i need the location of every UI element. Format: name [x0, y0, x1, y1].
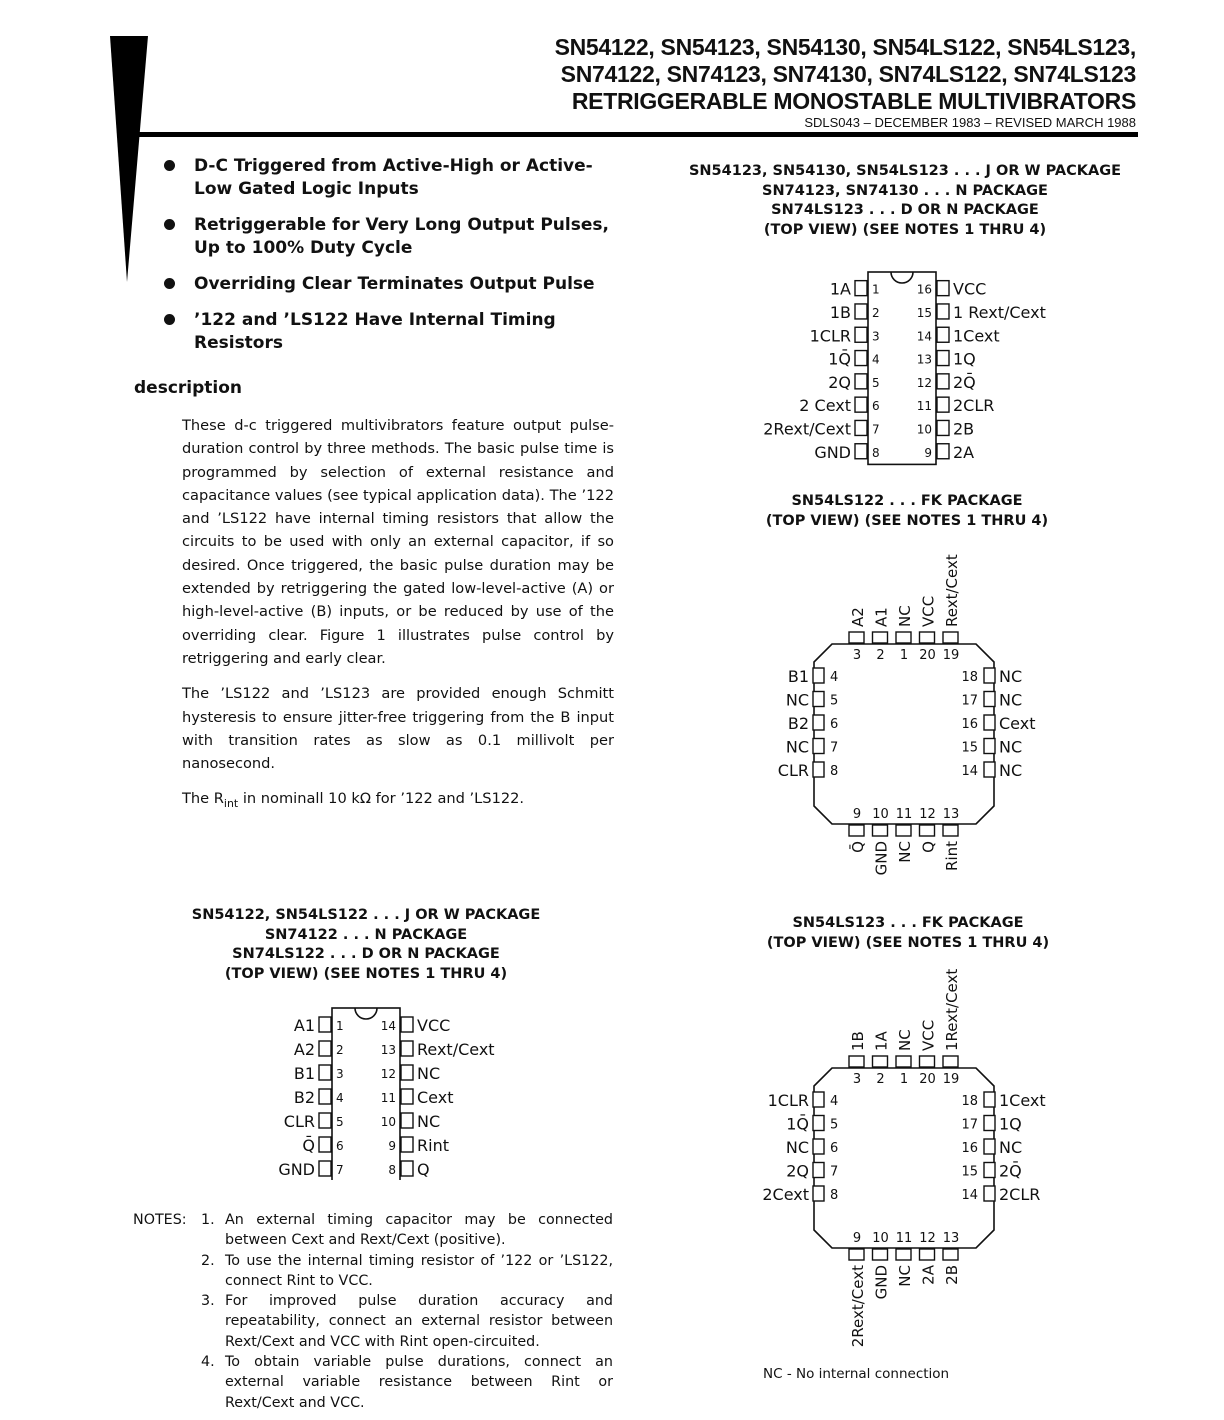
pinout-123-dip: [740, 266, 1080, 466]
pin-pad: [813, 1139, 824, 1154]
pkg-ls122-fk-caption: SN54LS122 . . . FK PACKAGE (TOP VIEW) (SEE NOTES 1 THRU 4): [765, 493, 1049, 529]
pin-number: 9: [924, 445, 932, 460]
pin-number: 2: [872, 305, 880, 320]
pin-number: 18: [961, 1094, 978, 1109]
pin-pad: [813, 692, 824, 707]
pin-pad: [855, 327, 867, 342]
pin-pad: [896, 1056, 911, 1067]
pin-number: 18: [961, 670, 978, 685]
pin-number: 1: [336, 1019, 344, 1033]
pin-label: 1Q̄: [828, 349, 851, 369]
pin-label: NC: [896, 841, 914, 863]
pin-label: 1A: [872, 1031, 891, 1051]
pin-label: NC: [785, 690, 809, 710]
pin-label: A2: [293, 1040, 315, 1059]
pin-pad: [984, 1116, 995, 1131]
pin-label: Cext: [417, 1088, 454, 1107]
pin-label: Rint: [943, 841, 961, 871]
pin-pad: [984, 1092, 995, 1107]
pin-number: 7: [830, 740, 839, 756]
pin-label: B1: [293, 1064, 315, 1083]
description-paragraph: The $R_{int}$ in nominall 10 kΩ for ’122 and ’LS122.: [182, 790, 525, 811]
pin-label: 2 Cext: [799, 396, 851, 416]
pin-pad: [984, 692, 995, 707]
pin-label: Q̄: [849, 841, 867, 853]
pin-pad: [849, 632, 864, 643]
pin-pad: [943, 1249, 958, 1260]
pin-number: 10: [916, 422, 932, 437]
pin-label: NC: [999, 690, 1023, 710]
pin-pad: [937, 420, 949, 435]
bullet-icon: [164, 314, 175, 325]
pin-label: GND: [872, 1265, 891, 1300]
pin-number: 20: [919, 648, 936, 663]
pin-label: 2A: [953, 442, 975, 462]
pin-pad: [873, 1249, 888, 1260]
document-id: SDLS043 – DECEMBER 1983 – REVISED MARCH 1988: [804, 115, 1136, 130]
pin-label: Cext: [999, 714, 1036, 733]
pin-pad: [849, 1249, 864, 1260]
pin-number: 5: [336, 1115, 344, 1129]
pin-number: 3: [852, 1072, 862, 1087]
pin-pad: [984, 715, 995, 730]
nc-footnote: NC - No internal connection: [763, 1366, 950, 1382]
pin-number: 14: [961, 1188, 978, 1203]
pin-pad: [401, 1161, 413, 1176]
pin-label: 2B: [943, 1265, 961, 1285]
pin-number: 5: [830, 693, 839, 709]
pin-label: 2Q̄: [953, 372, 976, 392]
pin-pad: [984, 739, 995, 754]
pin-pad: [873, 1056, 888, 1067]
pin-pad: [319, 1017, 331, 1032]
pin-pad: [920, 825, 935, 836]
pin-number: 14: [961, 764, 978, 779]
description-paragraph: These d-c triggered multivibrators feature output pulse-duration control by three methods. The basic pulse time is programmed by selection of external resistance and capacitance values (see typical application data). The ’122 and ’LS122 have internal timing resistors that allow the circuits to be used with only an external capacitor, if so desired. Once triggered, the basic pulse duration may be extended by retriggering the gated low-level-active (A) or high-level-active (B) inputs, or be reduced by use of the overriding clear. Figure 1 illustrates pulse control by retriggering and early clear.: [182, 417, 614, 667]
pin-pad: [849, 1056, 864, 1067]
title-line-2: SN74122, SN74123, SN74130, SN74LS122, SN74LS123: [560, 61, 1136, 87]
pin-number: 16: [916, 282, 932, 297]
title-line-3: RETRIGGERABLE MONOSTABLE MULTIVIBRATORS: [571, 88, 1136, 114]
pin-number: 6: [872, 399, 880, 414]
description-body: [182, 414, 614, 828]
pin-number: 11: [895, 807, 913, 822]
pin-number: 10: [872, 1231, 889, 1246]
pin-number: 6: [336, 1139, 344, 1153]
pin-label: NC: [785, 1138, 809, 1157]
pin-pad: [984, 668, 995, 683]
pin-label: 1CLR: [809, 326, 851, 346]
pin-number: 15: [916, 305, 932, 320]
pin-number: 11: [916, 399, 932, 414]
notes-section: [133, 1210, 613, 1413]
pin-pad: [896, 825, 911, 836]
pin-number: 15: [961, 740, 978, 756]
pin-label: VCC: [953, 279, 987, 299]
pin-number: 12: [380, 1067, 396, 1081]
pin-pad: [937, 304, 949, 319]
pin-number: 4: [830, 1094, 839, 1109]
pin-pad: [813, 1116, 824, 1131]
pin-pad: [943, 1056, 958, 1067]
pin-pad: [813, 739, 824, 754]
pin-pad: [855, 420, 867, 435]
pin-label: 1B: [849, 1031, 867, 1051]
pin-number: 1: [872, 282, 880, 297]
pin-label: 2B: [953, 419, 975, 439]
pin-pad: [855, 281, 867, 296]
pin-pad: [813, 1186, 824, 1201]
pin-number: 4: [830, 670, 839, 685]
pin-pad: [984, 1186, 995, 1201]
pin-label: Rext/Cext: [417, 1040, 495, 1059]
pin-pad: [873, 825, 888, 836]
pin-number: 8: [872, 445, 880, 460]
pin-label: NC: [999, 761, 1023, 780]
pin-number: 6: [830, 1141, 839, 1156]
pin-number: 5: [872, 375, 880, 390]
pin-pad: [920, 1056, 935, 1067]
pin-label: B2: [787, 714, 809, 733]
pin1-notch: [891, 272, 913, 283]
feature-item: Overriding Clear Terminates Output Pulse: [160, 273, 620, 296]
pkg-122-dip-caption: SN54122, SN54LS122 . . . J OR W PACKAGE SN74122 . . . N PACKAGE SN74LS122 . . . D OR N PACKAGE (TOP VIEW) (SEE NOTES 1 THRU 4): [191, 907, 541, 983]
note-item: 2. To use the internal timing resistor of ’122 or ’LS122, connect Rint to VCC.: [201, 1252, 613, 1289]
pinout-122-dip: [260, 1000, 520, 1180]
pin-pad: [319, 1089, 331, 1104]
pin-number: 8: [388, 1163, 396, 1177]
pin-number: 11: [895, 1231, 913, 1246]
pin-label: 2A: [919, 1265, 938, 1285]
pin-number: 3: [872, 329, 880, 344]
pin-label: A1: [872, 607, 891, 627]
pin-label: Q: [417, 1160, 430, 1179]
pin-label: CLR: [283, 1112, 315, 1131]
pin-label: NC: [785, 737, 809, 757]
pin-number: 19: [942, 648, 960, 663]
pin-label: 1Cext: [953, 326, 1000, 346]
pin-pad: [401, 1137, 413, 1152]
pin-label: 2Rext/Cext: [763, 419, 851, 439]
pin-pad: [855, 397, 867, 412]
pin-label: 2Rext/Cext: [849, 1265, 867, 1348]
pin-pad: [319, 1041, 331, 1056]
pin-pad: [813, 1163, 824, 1178]
pin-label: VCC: [919, 1019, 938, 1051]
pin-number: 7: [830, 1164, 839, 1180]
pin-label: 2CLR: [953, 396, 995, 416]
pin-number: 7: [872, 422, 880, 437]
pin-label: 1Q: [953, 349, 976, 369]
pin-number: 3: [336, 1067, 344, 1081]
pin-number: 4: [872, 352, 880, 367]
pin-pad: [813, 715, 824, 730]
document-title: [376, 34, 1136, 130]
pin-pad: [920, 632, 935, 643]
pin-number: 13: [916, 352, 932, 367]
pin-number: 7: [336, 1163, 344, 1177]
pin-label: Q: [919, 841, 938, 853]
pin-label: 1B: [829, 302, 851, 322]
pin-label: 1CLR: [767, 1091, 809, 1110]
pin-label: B1: [787, 667, 809, 686]
pin-number: 13: [942, 807, 960, 822]
feature-item: Retriggerable for Very Long Output Pulses, Up to 100% Duty Cycle: [160, 214, 620, 260]
pin-label: NC: [999, 737, 1023, 757]
note-item: 1. An external timing capacitor may be connected between Cext and Rext/Cext (positive).: [201, 1212, 613, 1249]
note-item: 3. For improved pulse duration accuracy and repeatability, connect an external resistor between Rext/Cext and VCC with Rint open-circuited.: [201, 1293, 613, 1350]
bullet-icon: [164, 160, 175, 171]
pin-number: 13: [380, 1043, 396, 1057]
pin-label: 1 Rext/Cext: [953, 302, 1046, 322]
pin-pad: [855, 304, 867, 319]
pin-pad: [984, 1163, 995, 1178]
pin-label: NC: [417, 1064, 441, 1083]
pin-label: GND: [872, 841, 891, 876]
header-rule: [138, 132, 1138, 137]
description-paragraph: The ’LS122 and ’LS123 are provided enough Schmitt hysteresis to ensure jitter-free triggering from the B input with transition rates as slow as 0.1 millivolt per nanosecond.: [182, 685, 614, 773]
feature-item: ’122 and ’LS122 Have Internal Timing Resistors: [160, 309, 620, 355]
pin-pad: [319, 1137, 331, 1152]
pin-number: 6: [830, 717, 839, 732]
pin-label: 2Q: [828, 372, 851, 392]
pin-number: 14: [916, 329, 932, 344]
pin-number: 17: [961, 1117, 978, 1133]
pin-number: 8: [830, 764, 839, 779]
pkg-123-dip-caption: SN54123, SN54130, SN54LS123 . . . J OR W PACKAGE SN74123, SN74130 . . . N PACKAGE SN74LS123 . . . D OR N PACKAGE (TOP VIEW) (SEE NOTES 1 THRU 4): [688, 163, 1122, 239]
pin-pad: [401, 1041, 413, 1056]
pin-label: A2: [849, 607, 867, 627]
title-line-1: SN54122, SN54123, SN54130, SN54LS122, SN54LS123,: [554, 34, 1136, 60]
pin-pad: [813, 1092, 824, 1107]
pin-label: 1Q̄: [786, 1114, 809, 1134]
pin-pad: [319, 1113, 331, 1128]
pin-pad: [319, 1065, 331, 1080]
pin-label: 1A: [829, 279, 851, 299]
pin-number: 15: [961, 1164, 978, 1180]
pin-number: 11: [380, 1091, 396, 1105]
pin-label: 2Cext: [762, 1185, 809, 1204]
pin-number: 12: [916, 375, 932, 390]
pin-number: 2: [876, 648, 885, 663]
pin-number: 12: [919, 807, 936, 822]
pin-label: 2CLR: [999, 1185, 1041, 1204]
pin-pad: [937, 374, 949, 389]
pin-pad: [896, 632, 911, 643]
pin-pad: [873, 632, 888, 643]
pin-number: 2: [336, 1043, 344, 1057]
pin-number: 1: [899, 1072, 909, 1087]
pin-pad: [401, 1089, 413, 1104]
pin-pad: [937, 351, 949, 366]
pin-label: NC: [896, 1029, 914, 1051]
pin-label: Q̄: [302, 1136, 315, 1155]
pin-pad: [937, 397, 949, 412]
pin-number: 17: [961, 693, 978, 709]
pin-pad: [943, 825, 958, 836]
pin-number: 9: [852, 1231, 862, 1246]
pin-pad: [319, 1161, 331, 1176]
pin-label: Rint: [417, 1136, 449, 1155]
pin-number: 8: [830, 1188, 839, 1203]
pin-number: 5: [830, 1117, 839, 1133]
pin-label: 1Q: [999, 1114, 1022, 1134]
pin-pad: [984, 1139, 995, 1154]
pin-label: Rext/Cext: [943, 554, 961, 627]
pin-label: VCC: [417, 1016, 451, 1035]
pin-number: 12: [919, 1231, 936, 1246]
pin-label: CLR: [777, 761, 809, 780]
pin-number: 14: [380, 1019, 396, 1033]
pin-label: NC: [896, 605, 914, 627]
pin-number: 2: [876, 1072, 885, 1087]
pin-pad: [401, 1017, 413, 1032]
pin-number: 19: [942, 1072, 960, 1087]
pin-pad: [855, 444, 867, 459]
pin-label: B2: [293, 1088, 315, 1107]
bullet-icon: [164, 219, 175, 230]
page-edge-marker: [0, 0, 150, 300]
pin-label: 2Q: [786, 1161, 809, 1181]
pin-number: 13: [942, 1231, 960, 1246]
pkg-ls123-fk-caption: SN54LS123 . . . FK PACKAGE (TOP VIEW) (SEE NOTES 1 THRU 4): [766, 915, 1050, 951]
pin-pad: [849, 825, 864, 836]
pin-pad: [920, 1249, 935, 1260]
pin-pad: [855, 374, 867, 389]
feature-list: [160, 155, 620, 368]
pin-pad: [896, 1249, 911, 1260]
pin-label: VCC: [919, 595, 938, 627]
pin-label: 1Rext/Cext: [943, 968, 961, 1051]
pinout-ls122-fk: [760, 548, 1060, 878]
pin-number: 3: [852, 648, 862, 663]
pin-number: 4: [336, 1091, 344, 1105]
pin-label: GND: [278, 1160, 315, 1179]
pin-pad: [401, 1113, 413, 1128]
note-item: 4. To obtain variable pulse durations, connect an external variable resistance between Rint or Rext/Cext and VCC.: [201, 1354, 613, 1411]
pin-number: 16: [961, 1141, 978, 1156]
pin-label: GND: [814, 442, 851, 462]
pin-pad: [984, 762, 995, 777]
pin-label: 2Q̄: [999, 1161, 1022, 1181]
feature-item: D-C Triggered from Active-High or Active-Low Gated Logic Inputs: [160, 155, 620, 201]
notes-heading: NOTES:: [133, 1212, 187, 1228]
bullet-icon: [164, 278, 175, 289]
pin-number: 1: [899, 648, 909, 663]
description-heading: description: [134, 378, 243, 398]
pin-number: 9: [852, 807, 862, 822]
pin-number: 9: [388, 1139, 396, 1153]
pin-number: 16: [961, 717, 978, 732]
pin-pad: [813, 762, 824, 777]
pin-pad: [943, 632, 958, 643]
pin-label: NC: [417, 1112, 441, 1131]
pin1-notch: [355, 1008, 377, 1019]
pin-pad: [937, 281, 949, 296]
pin-pad: [855, 351, 867, 366]
pin-label: NC: [999, 667, 1023, 686]
pin-pad: [813, 668, 824, 683]
pin-pad: [401, 1065, 413, 1080]
pin-label: NC: [896, 1265, 914, 1287]
pin-label: A1: [293, 1016, 315, 1035]
pin-label: NC: [999, 1138, 1023, 1157]
pinout-ls123-fk: [740, 966, 1070, 1356]
pin-pad: [937, 444, 949, 459]
pin-label: 1Cext: [999, 1091, 1046, 1110]
pin-number: 10: [872, 807, 889, 822]
pin-number: 10: [380, 1115, 396, 1129]
pin-number: 20: [919, 1072, 936, 1087]
pin-pad: [937, 327, 949, 342]
